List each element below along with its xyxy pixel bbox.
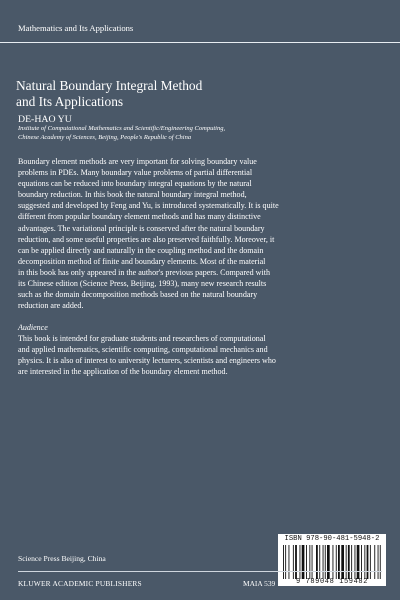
publisher-location: Science Press Beijing, China <box>18 554 106 563</box>
ean-number: 9 789048 159482 <box>295 578 368 586</box>
barcode-stripe <box>361 545 362 579</box>
description-line: advantages. The variational principle is conserved after the natural boundary <box>18 223 265 233</box>
series-code: MAIA 539 <box>243 579 276 588</box>
description-line: its Chinese edition (Science Press, Beijing, 1993), many new research results <box>18 279 267 289</box>
description-line: reduction are added. <box>18 301 84 311</box>
description-line: decomposition method of finite and boundary elements. Most of the material <box>18 256 266 266</box>
header-rule <box>0 42 400 43</box>
barcode-stripe <box>283 545 284 579</box>
barcode-stripe <box>312 545 313 579</box>
series-name: Mathematics and Its Applications <box>18 23 134 33</box>
description-line: in this book has only appeared in the author's previous papers. Compared with <box>18 267 270 277</box>
audience-line: This book is intended for graduate students and researchers of computational <box>18 334 266 343</box>
book-title <box>16 78 376 110</box>
description-line: Boundary element methods are very important for solving boundary value <box>18 157 257 166</box>
barcode-stripe <box>370 545 371 579</box>
description-line: problems in PDEs. Many boundary value problems of partial differential <box>18 168 253 178</box>
barcode-stripe <box>302 545 305 579</box>
audience-line: and applied mathematics, scientific computing, computational mechanics and <box>18 345 268 355</box>
series-header <box>0 0 400 39</box>
audience-paragraph <box>18 333 384 377</box>
barcode-stripe <box>346 545 347 579</box>
author-name: DE-HAO YU <box>18 114 72 125</box>
barcode-panel <box>278 534 386 586</box>
barcode-image <box>283 545 381 579</box>
footer-rule <box>18 571 382 572</box>
description-line: reduction, and some useful properties are also preserved faithfully. Moreover, it <box>18 234 275 244</box>
barcode-stripe <box>341 545 344 579</box>
description-line: suggested and developed by Feng and Yu, is introduced systematically. It is quite <box>18 201 279 211</box>
affiliation-line: Chinese Academy of Sciences, Beijing, People's Republic of China <box>18 133 192 141</box>
audience-heading: Audience <box>18 323 48 332</box>
publisher-name: KLUWER ACADEMIC PUBLISHERS <box>18 579 142 588</box>
audience-line: physics. It is also of interest to university lecturers, scientists and engineers who <box>18 356 276 366</box>
barcode-stripe <box>333 545 334 579</box>
barcode-stripe <box>380 545 381 579</box>
barcode-stripe <box>319 545 320 579</box>
barcode-stripe <box>374 545 375 579</box>
barcode-stripe <box>367 545 369 579</box>
description-line: equations can be reduced into boundary integral equations by the natural <box>18 179 252 189</box>
description-line: can be applied directly and naturally in the coupling method and the domain <box>18 245 264 255</box>
isbn-number: ISBN 978-90-481-5948-2 <box>284 535 380 543</box>
affiliation-line: Institute of Computational Mathematics and Scientific/Engineering Computing, <box>18 125 226 132</box>
barcode-stripe <box>336 545 337 579</box>
barcode-stripe <box>295 545 297 579</box>
description-line: different from popular boundary element methods and has many distinctive <box>18 212 261 222</box>
barcode-stripe <box>327 545 330 579</box>
barcode-stripe <box>285 545 286 579</box>
barcode-stripe <box>323 545 324 579</box>
barcode-stripe <box>338 545 340 579</box>
barcode-stripe <box>357 545 360 579</box>
barcode-stripe <box>348 545 350 579</box>
barcode-stripe <box>293 545 294 579</box>
barcode-stripe <box>306 545 307 579</box>
barcode-stripe <box>378 545 379 579</box>
author-affiliation <box>18 125 383 142</box>
barcode-stripe <box>351 545 352 579</box>
barcode-stripe <box>289 545 290 579</box>
barcode-stripe <box>355 545 356 579</box>
barcode-stripe <box>309 545 310 579</box>
description-line: boundary reduction. In this book the natural boundary integral method, <box>18 190 247 200</box>
title-line: Natural Boundary Integral Method <box>16 78 203 93</box>
barcode-stripe <box>316 545 318 579</box>
description-line: such as the domain decomposition methods based on the natural boundary <box>18 290 258 300</box>
barcode-stripe <box>364 545 365 579</box>
barcode-stripe <box>300 545 301 579</box>
barcode-stripe <box>325 545 326 579</box>
audience-line: are interested in the application of the boundary element method. <box>18 367 228 377</box>
title-line: and Its Applications <box>16 94 124 109</box>
description-paragraph <box>18 156 384 311</box>
